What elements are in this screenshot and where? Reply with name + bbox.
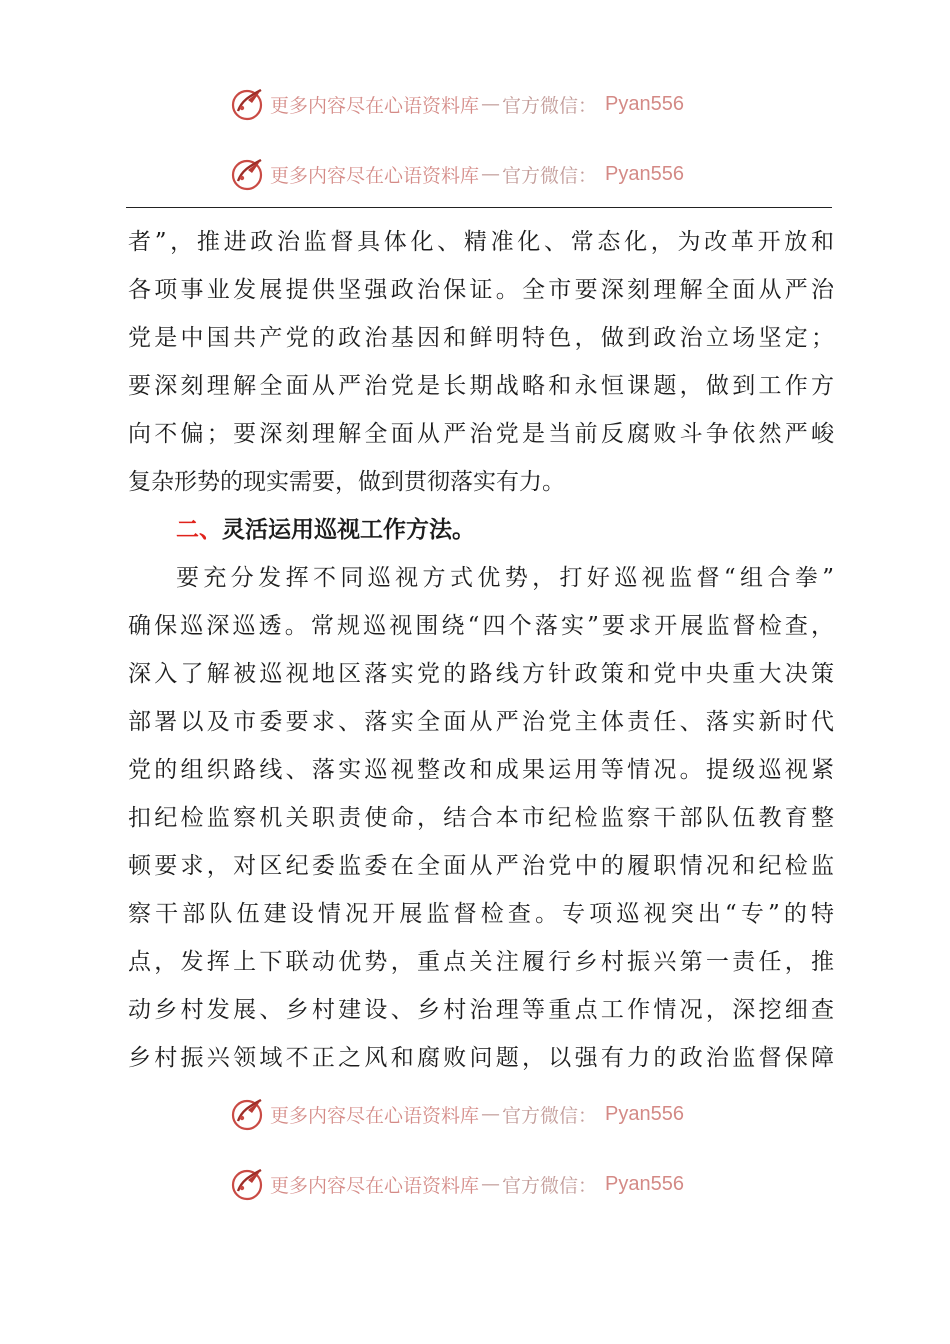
watermark-label: 官方微信 — [502, 164, 579, 187]
section-heading — [128, 506, 834, 554]
body-line: 察干部队伍建设情况开展监督检查。专项巡视突出“专”的特 — [128, 901, 834, 927]
body-line: 深入了解被巡视地区落实党的路线方针政策和党中央重大决策 — [128, 661, 834, 687]
watermark-label: 官方微信 — [502, 1174, 579, 1197]
body-line: 确保巡深巡透。常规巡视围绕“四个落实”要求开展监督检查， — [128, 613, 834, 639]
watermark-wechat-id: Pyan556 — [605, 1102, 685, 1125]
watermark-dash: — — [481, 1103, 501, 1125]
section-number: 二、 — [176, 517, 222, 543]
watermark-banner — [230, 154, 684, 194]
body-line: 部署以及市委要求、落实全面从严治党主体责任、落实新时代 — [128, 709, 834, 735]
watermark-dash: — — [481, 93, 501, 115]
watermark-banner — [230, 1094, 684, 1134]
body-line: 动乡村发展、乡村建设、乡村治理等重点工作情况，深挖细查 — [128, 997, 834, 1023]
pen-logo-icon — [230, 86, 266, 122]
body-line: 顿要求，对区纪委监委在全面从严治党中的履职情况和纪检监 — [128, 853, 834, 879]
watermark-title: 更多内容尽在心语资料库 — [270, 94, 480, 117]
watermark-banner — [230, 1164, 684, 1204]
watermark-title: 更多内容尽在心语资料库 — [270, 1174, 480, 1197]
watermark-dash: — — [481, 1173, 501, 1195]
watermark-wechat-id: Pyan556 — [605, 1172, 685, 1195]
body-line: 乡村振兴领域不正之风和腐败问题，以强有力的政治监督保障 — [128, 1045, 834, 1071]
body-line: 复杂形势的现实需要，做到贯彻落实有力。 — [128, 469, 565, 495]
body-line: 党的组织路线、落实巡视整改和成果运用等情况。提级巡视紧 — [128, 757, 834, 783]
pen-logo-icon — [230, 1166, 266, 1202]
body-line: 要深刻理解全面从严治党是长期战略和永恒课题，做到工作方 — [128, 373, 834, 399]
header-divider — [126, 207, 832, 208]
body-line: 向不偏；要深刻理解全面从严治党是当前反腐败斗争依然严峻 — [128, 421, 834, 447]
watermark-separator: ： — [578, 94, 598, 117]
watermark-separator: ： — [578, 1104, 598, 1127]
watermark-dash: — — [481, 163, 501, 185]
watermark-wechat-id: Pyan556 — [605, 162, 685, 185]
body-line: 要充分发挥不同巡视方式优势，打好巡视监督“组合拳” — [176, 565, 834, 591]
watermark-label: 官方微信 — [502, 94, 579, 117]
body-line: 党是中国共产党的政治基因和鲜明特色，做到政治立场坚定； — [128, 325, 834, 351]
document-body — [128, 218, 834, 1082]
watermark-banner — [230, 84, 684, 124]
watermark-separator: ： — [578, 164, 598, 187]
watermark-title: 更多内容尽在心语资料库 — [270, 1104, 480, 1127]
watermark-separator: ： — [578, 1174, 598, 1197]
watermark-title: 更多内容尽在心语资料库 — [270, 164, 480, 187]
pen-logo-icon — [230, 1096, 266, 1132]
section-title: 灵活运用巡视工作方法。 — [222, 517, 475, 543]
pen-logo-icon — [230, 156, 266, 192]
watermark-label: 官方微信 — [502, 1104, 579, 1127]
watermark-wechat-id: Pyan556 — [605, 92, 685, 115]
body-line: 点，发挥上下联动优势，重点关注履行乡村振兴第一责任，推 — [128, 949, 834, 975]
body-line: 扣纪检监察机关职责使命，结合本市纪检监察干部队伍教育整 — [128, 805, 834, 831]
body-line: 者”，推进政治监督具体化、精准化、常态化，为改革开放和 — [128, 229, 834, 255]
body-line: 各项事业发展提供坚强政治保证。全市要深刻理解全面从严治 — [128, 277, 834, 303]
